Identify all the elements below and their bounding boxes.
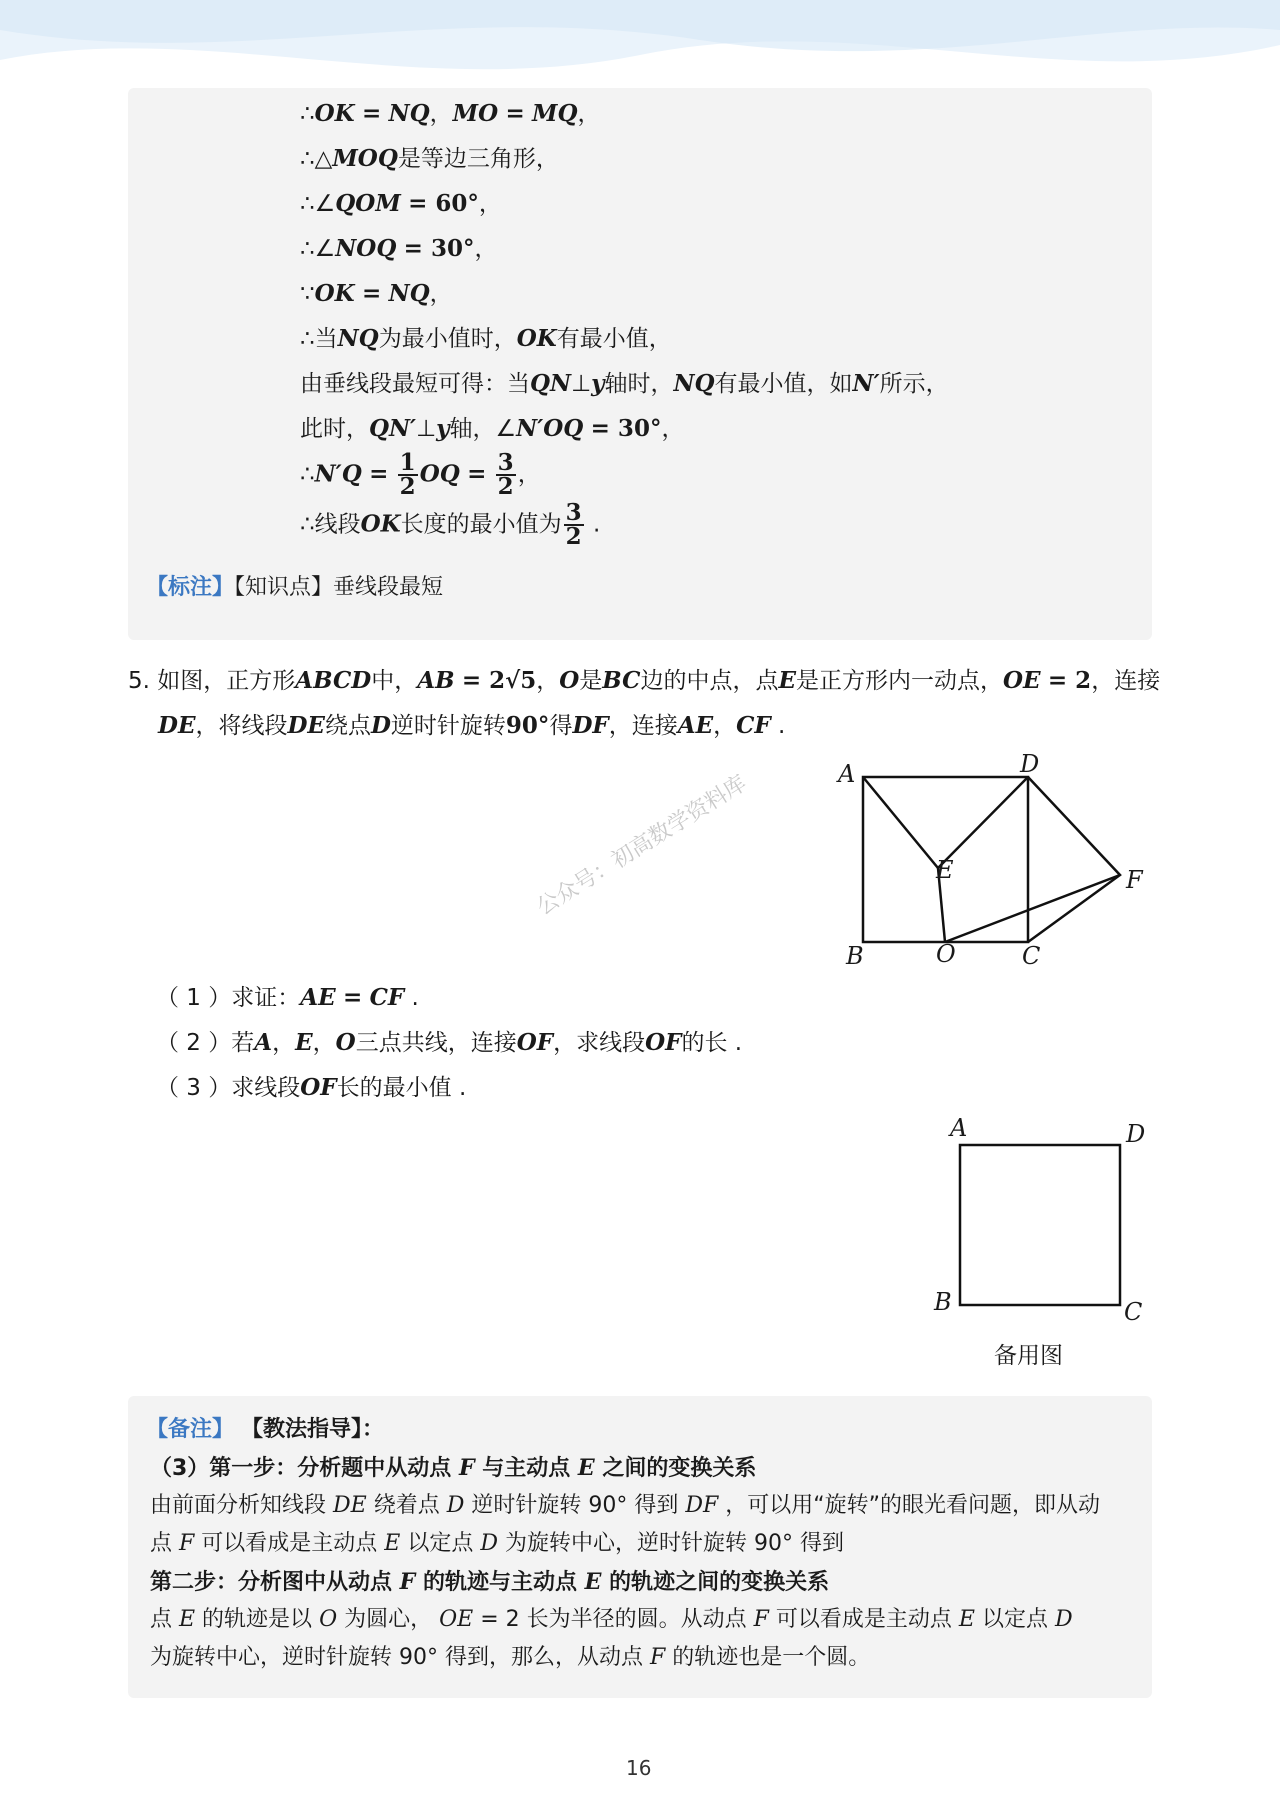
solution-line-4: ∴∠NOQ = 30°，	[300, 235, 498, 262]
spare-figure-caption: 备用图	[994, 1343, 1063, 1369]
figure-label-O: O	[936, 940, 956, 968]
figure-label-D: D	[1020, 750, 1040, 778]
teaching-paragraph-1a: 由前面分析知线段 DE 绕着点 D 逆时针旋转 90° 得到 DF ，可以用“旋转”的眼光看问题，即从动	[150, 1493, 1101, 1518]
spare-figure-label-B: B	[934, 1288, 952, 1316]
solution-box	[128, 88, 1152, 640]
teaching-paragraph-2a: 点 E 的轨迹是以 O 为圆心， OE = 2 长为半径的圆。从动点 F 可以看成是主动点 E 以定点 D	[150, 1607, 1073, 1632]
figure-label-F: F	[1126, 866, 1143, 894]
watermark-text: 公众号：初高数学资料库	[532, 770, 752, 921]
knowledge-note	[146, 572, 443, 604]
solution-line-10: ∴线段OK长度的最小值为 $\frac{3}{2}$ .	[300, 499, 601, 550]
spare-figure-label-C: C	[1124, 1298, 1143, 1326]
figure-label-B: B	[846, 942, 864, 970]
solution-line-6: ∴当NQ为最小值时，OK有最小值，	[300, 325, 672, 352]
problem-statement-line-2: DE，将线段DE绕点D逆时针旋转90°得DF，连接AE，CF .	[158, 712, 786, 739]
question-1: （ 1 ）求证：AE = CF .	[156, 984, 419, 1011]
note-tag: 【标注】	[146, 575, 235, 600]
figure-label-E: E	[936, 856, 954, 884]
teaching-paragraph-1b: 点 F 可以看成是主动点 E 以定点 D 为旋转中心，逆时针旋转 90° 得到	[150, 1531, 844, 1556]
teaching-paragraph-2b: 为旋转中心，逆时针旋转 90° 得到，那么，从动点 F 的轨迹也是一个圆。	[150, 1645, 871, 1670]
solution-line-3: ∴∠QOM = 60°，	[300, 190, 502, 217]
teaching-step-2: 第二步：分析图中从动点 F 的轨迹与主动点 E 的轨迹之间的变换关系	[150, 1569, 830, 1595]
figure-label-A: A	[838, 760, 856, 788]
teaching-note-header: 【备注】 【教法指导】：	[146, 1417, 385, 1442]
teaching-step-1: （3）第一步：分析题中从动点 F 与主动点 E 之间的变换关系	[150, 1455, 757, 1481]
problem-statement-line-1: 5. 如图，正方形ABCD中，AB = 2√5，O是BC边的中点，点E是正方形内一动点，OE = 2，连接	[128, 667, 1161, 694]
figure-label-C: C	[1022, 942, 1041, 970]
spare-figure-label-A: A	[950, 1114, 968, 1142]
solution-line-7: 由垂线段最短可得：当QN⊥y轴时，NQ有最小值，如N′所示，	[300, 370, 949, 397]
solution-line-9: ∴N′Q = $\frac{1}{2}$ OQ = $\frac{3}{2}$ ，	[300, 449, 541, 500]
note-text: 【知识点】垂线段最短	[234, 575, 444, 600]
question-2: （ 2 ）若A，E，O三点共线，连接OF，求线段OF的长 .	[156, 1029, 743, 1056]
spare-figure-label-D: D	[1126, 1120, 1146, 1148]
question-3: （ 3 ）求线段OF长的最小值 .	[156, 1074, 467, 1101]
solution-line-1: ∴OK = NQ，MO = MQ，	[300, 100, 601, 127]
geometry-figure-spare	[950, 1135, 1130, 1315]
solution-line-2: ∴△MOQ是等边三角形，	[300, 145, 559, 172]
solution-line-8: 此时，QN′⊥y轴，∠N′OQ = 30°，	[300, 415, 685, 442]
geometry-figure-main	[830, 760, 1130, 980]
solution-line-5: ∵OK = NQ，	[300, 280, 453, 307]
page-number: 16	[626, 1756, 652, 1780]
